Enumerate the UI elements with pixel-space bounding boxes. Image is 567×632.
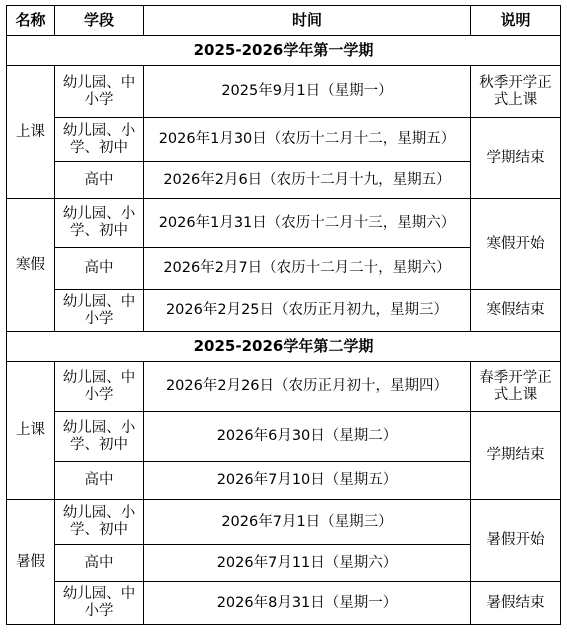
- table-row: [7, 118, 561, 162]
- time-cell: 2026年7月11日（星期六）: [144, 545, 471, 582]
- note-cell: 学期结束: [471, 412, 561, 500]
- table-row: [7, 290, 561, 332]
- table-row: [7, 412, 561, 462]
- note-cell: 春季开学正式上课: [471, 362, 561, 412]
- time-cell: 2026年7月10日（星期五）: [144, 462, 471, 500]
- time-cell: 2026年7月1日（星期三）: [144, 500, 471, 545]
- time-cell: 2026年2月25日（农历正月初九，星期三）: [144, 290, 471, 332]
- note-cell: 学期结束: [471, 118, 561, 199]
- segment-cell: 幼儿园、小学、初中: [55, 118, 144, 162]
- note-cell: 秋季开学正式上课: [471, 66, 561, 118]
- school-calendar: [6, 5, 561, 625]
- note-cell: 寒假结束: [471, 290, 561, 332]
- category-cell: 暑假: [7, 500, 55, 625]
- segment-cell: 幼儿园、小学、初中: [55, 412, 144, 462]
- time-cell: 2026年1月30日（农历十二月十二，星期五）: [144, 118, 471, 162]
- time-cell: 2026年2月26日（农历正月初十，星期四）: [144, 362, 471, 412]
- segment-cell: 幼儿园、中小学: [55, 290, 144, 332]
- note-cell: 暑假结束: [471, 582, 561, 625]
- header-segment: 学段: [55, 6, 144, 36]
- time-cell: 2026年8月31日（星期一）: [144, 582, 471, 625]
- header-name: 名称: [7, 6, 55, 36]
- segment-cell: 幼儿园、中小学: [55, 66, 144, 118]
- semester-title-row: [7, 332, 561, 362]
- semester-1-title: 2025-2026学年第一学期: [7, 36, 561, 66]
- header-time: 时间: [144, 6, 471, 36]
- time-cell: 2025年9月1日（星期一）: [144, 66, 471, 118]
- table-row: [7, 66, 561, 118]
- segment-cell: 幼儿园、小学、初中: [55, 500, 144, 545]
- category-cell: 上课: [7, 362, 55, 500]
- segment-cell: 幼儿园、中小学: [55, 582, 144, 625]
- time-cell: 2026年2月7日（农历十二月二十，星期六）: [144, 248, 471, 290]
- table-row: [7, 199, 561, 248]
- table-row: [7, 582, 561, 625]
- semester-title-row: [7, 36, 561, 66]
- time-cell: 2026年6月30日（星期二）: [144, 412, 471, 462]
- category-cell: 寒假: [7, 199, 55, 332]
- calendar-table: [6, 5, 561, 625]
- segment-cell: 高中: [55, 462, 144, 500]
- segment-cell: 高中: [55, 545, 144, 582]
- table-row: [7, 362, 561, 412]
- table-row: [7, 500, 561, 545]
- note-cell: 寒假开始: [471, 199, 561, 290]
- segment-cell: 幼儿园、小学、初中: [55, 199, 144, 248]
- segment-cell: 高中: [55, 162, 144, 199]
- segment-cell: 幼儿园、中小学: [55, 362, 144, 412]
- category-cell: 上课: [7, 66, 55, 199]
- time-cell: 2026年1月31日（农历十二月十三，星期六）: [144, 199, 471, 248]
- segment-cell: 高中: [55, 248, 144, 290]
- header-note: 说明: [471, 6, 561, 36]
- note-cell: 暑假开始: [471, 500, 561, 582]
- semester-2-title: 2025-2026学年第二学期: [7, 332, 561, 362]
- time-cell: 2026年2月6日（农历十二月十九，星期五）: [144, 162, 471, 199]
- header-row: [7, 6, 561, 36]
